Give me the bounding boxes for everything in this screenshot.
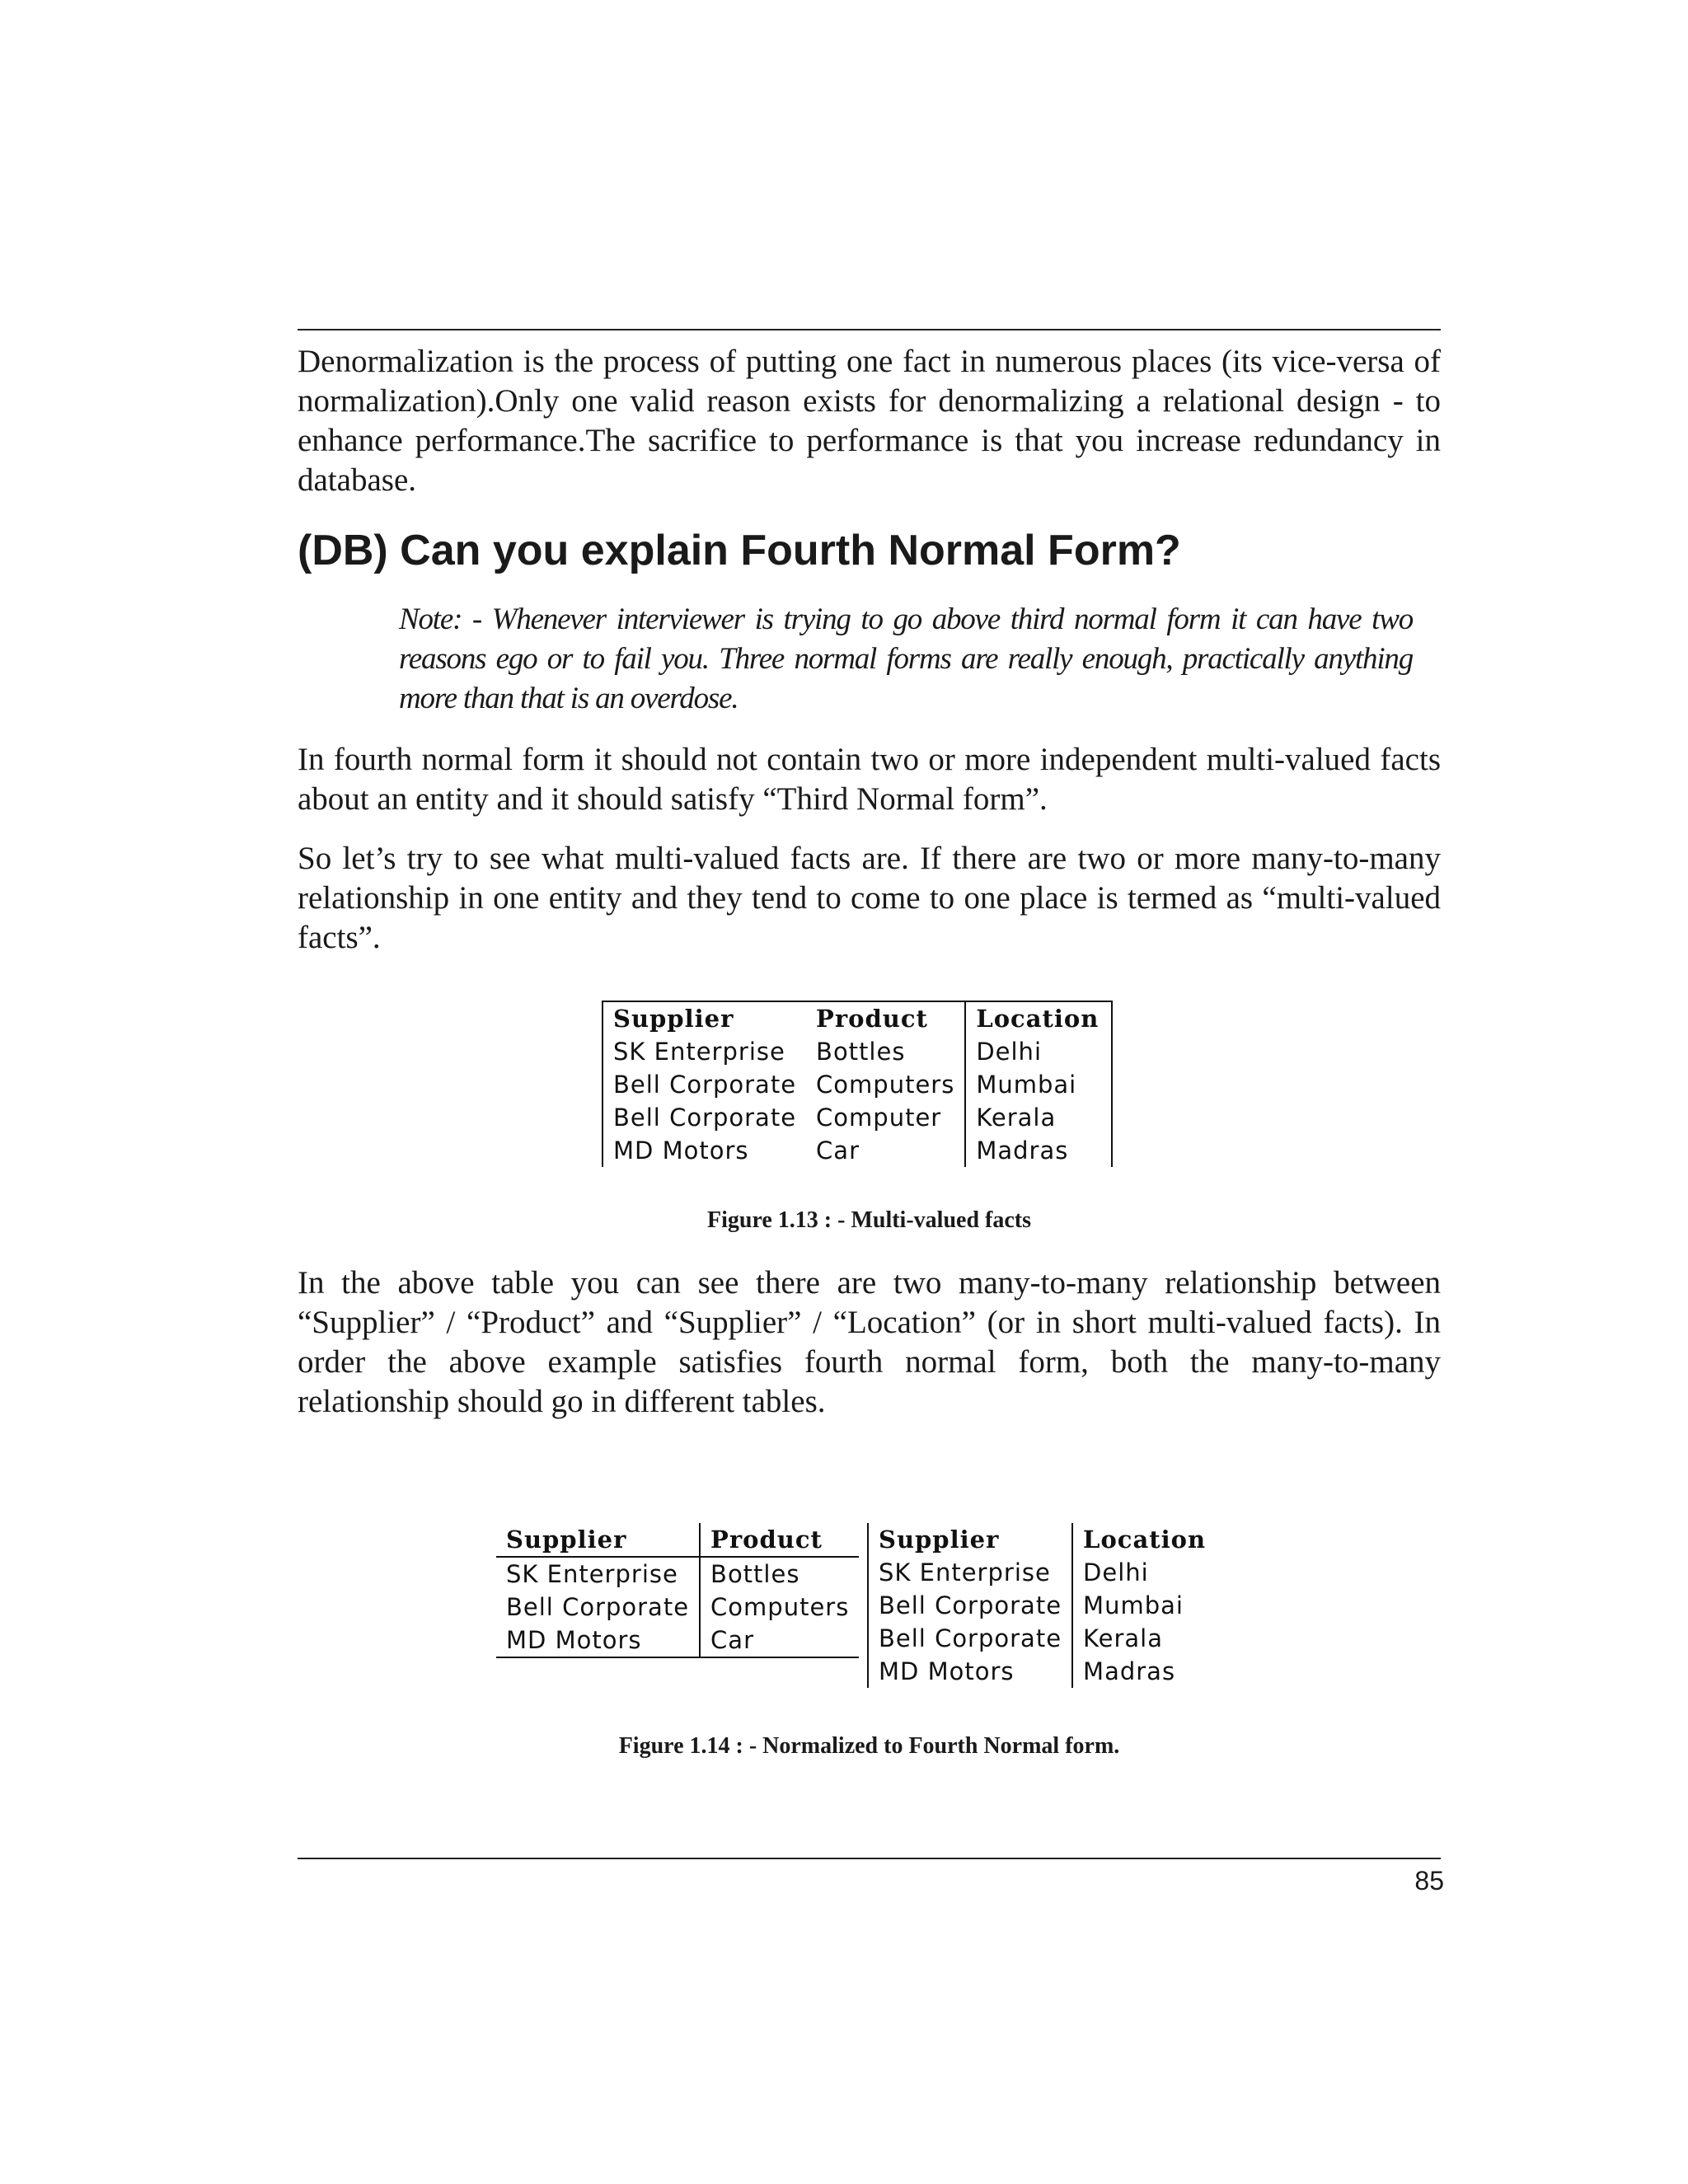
table-row bbox=[496, 1624, 859, 1657]
table-cell: Bottles bbox=[816, 1038, 906, 1066]
table-row bbox=[603, 1134, 1112, 1167]
column-header: Location bbox=[1072, 1523, 1217, 1556]
table-cell: Mumbai bbox=[965, 1068, 1112, 1101]
table-cell: Bell Corporate bbox=[603, 1068, 806, 1101]
column-header: Location bbox=[965, 1001, 1112, 1035]
table-cell: Delhi bbox=[1072, 1556, 1217, 1589]
column-header: Product bbox=[806, 1001, 965, 1035]
table-header-row bbox=[603, 1001, 1112, 1035]
table-cell: Computers bbox=[700, 1591, 859, 1624]
fourth-nf-definition-paragraph: In fourth normal form it should not contain two or more independent multi-valued facts about an entity and it should satisfy “Third Normal form”. bbox=[298, 742, 1441, 817]
table-cell: Car bbox=[700, 1624, 859, 1657]
table-cell: Bell Corporate bbox=[868, 1589, 1072, 1622]
figure-caption: Figure 1.13 : - Multi-valued facts bbox=[707, 1207, 1031, 1233]
table-cell: Delhi bbox=[965, 1035, 1112, 1068]
table-row bbox=[868, 1589, 1217, 1622]
table-cell: SK Enterprise bbox=[603, 1035, 806, 1068]
column-header: Product bbox=[700, 1523, 859, 1557]
table-cell: MD Motors bbox=[496, 1624, 700, 1657]
denormalization-paragraph: Denormalization is the process of putting one fact in numerous places (its vice-versa of normalization).Only one valid reason exists for denormalizing a relational design - to enhance performance.The sacrifice to performance is that you increase redundancy in database. bbox=[298, 344, 1441, 498]
table-row bbox=[868, 1556, 1217, 1589]
table-cell: SK Enterprise bbox=[868, 1556, 1072, 1589]
interview-note: Note: - Whenever interviewer is trying to go above third normal form it can have two reasons ego or to fail you. Three normal forms are really enough, practically anything more than that is an overdose. bbox=[399, 602, 1413, 715]
table-cell: Bottles bbox=[700, 1557, 859, 1591]
header-rule bbox=[298, 329, 1441, 330]
table-row bbox=[496, 1557, 859, 1591]
supplier-location-table bbox=[867, 1523, 1217, 1688]
table-cell: MD Motors bbox=[603, 1134, 806, 1167]
table-cell: Mumbai bbox=[1072, 1589, 1217, 1622]
multi-valued-facts-table bbox=[602, 1001, 1113, 1167]
page-number: 85 bbox=[1414, 1866, 1444, 1896]
table-cell: Madras bbox=[965, 1134, 1112, 1167]
table-row bbox=[868, 1622, 1217, 1655]
after-table-paragraph: In the above table you can see there are two many-to-many relationship between “Supplier” / “Product” and “Supplier” / “Location” (or in short multi-valued facts). In order the above example satisfies fourth normal form, both the many-to-many relationship should go in different tables. bbox=[298, 1265, 1441, 1419]
column-header: Supplier bbox=[868, 1523, 1072, 1556]
table-cell: Kerala bbox=[965, 1101, 1112, 1134]
table-row bbox=[603, 1101, 1112, 1134]
table-cell: Bell Corporate bbox=[506, 1593, 690, 1621]
table-row bbox=[496, 1591, 859, 1624]
multi-valued-facts-paragraph: So let’s try to see what multi-valued facts are. If there are two or more many-to-many relationship in one entity and they tend to come to one place is termed as “multi-valued facts”. bbox=[298, 841, 1441, 955]
column-header: Supplier bbox=[603, 1001, 806, 1035]
table-cell: Car bbox=[816, 1137, 860, 1165]
footer-rule bbox=[298, 1858, 1441, 1859]
table-row bbox=[868, 1655, 1217, 1688]
table-cell: Kerala bbox=[1072, 1622, 1217, 1655]
table-cell: MD Motors bbox=[868, 1655, 1072, 1688]
table-row bbox=[603, 1068, 1112, 1101]
table-cell: Madras bbox=[1072, 1655, 1217, 1688]
table-cell: SK Enterprise bbox=[506, 1560, 678, 1588]
figure-caption: Figure 1.14 : - Normalized to Fourth Normal form. bbox=[618, 1733, 1120, 1759]
table-cell: Computers bbox=[816, 1071, 955, 1099]
table-header-row bbox=[868, 1523, 1217, 1556]
table-cell: Bell Corporate bbox=[868, 1622, 1072, 1655]
table-row bbox=[603, 1035, 1112, 1068]
supplier-product-table bbox=[496, 1523, 859, 1658]
section-heading: (DB) Can you explain Fourth Normal Form? bbox=[298, 527, 1181, 574]
table-cell: Bell Corporate bbox=[603, 1101, 806, 1134]
table-header-row bbox=[496, 1523, 859, 1557]
table-cell: Computer bbox=[816, 1104, 942, 1132]
column-header: Supplier bbox=[496, 1523, 700, 1557]
